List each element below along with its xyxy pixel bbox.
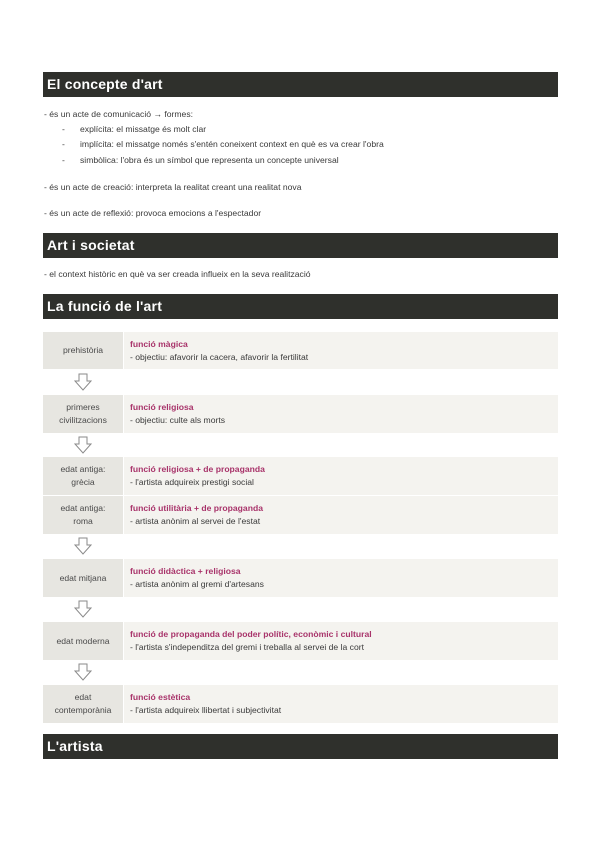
timeline-row-edat-mitjana xyxy=(43,559,558,597)
era-text: edat moderna xyxy=(56,635,110,646)
timeline-row-edat-moderna xyxy=(43,622,558,660)
function-title: funció utilitària + de propaganda xyxy=(130,503,263,513)
era-label xyxy=(43,332,123,369)
era-text: edat antiga: xyxy=(60,464,106,474)
down-arrow-icon xyxy=(74,663,92,681)
era-description xyxy=(124,622,558,660)
concept-line-comunicacio: - és un acte de comunicació → formes: xyxy=(44,109,194,119)
era-text: edat mitjana xyxy=(59,572,107,583)
function-detail: - artista anònim al servei de l'estat xyxy=(130,516,261,526)
era-label xyxy=(43,457,123,495)
era-label xyxy=(43,496,123,534)
function-detail: - l'artista adquireix prestigi social xyxy=(130,477,254,487)
function-title: funció religiosa xyxy=(130,402,194,412)
era-label xyxy=(43,559,123,597)
era-description xyxy=(124,395,558,433)
function-title: funció estètica xyxy=(130,692,191,702)
era-description xyxy=(124,332,558,369)
bullet-dash: - xyxy=(62,139,65,149)
era-description xyxy=(124,559,558,597)
bullet-simbolica xyxy=(62,155,339,166)
function-detail: - objectiu: culte als morts xyxy=(130,415,226,425)
timeline-row-primeres-civilitzacions xyxy=(43,395,558,433)
function-detail: - l'artista adquireix llibertat i subjectivitat xyxy=(130,705,282,715)
down-arrow-icon xyxy=(74,373,92,391)
bullet-text: simbòlica: l'obra és un símbol que representa un concepte universal xyxy=(80,155,339,165)
timeline-row-roma xyxy=(43,496,558,534)
era-text: civilitzacions xyxy=(59,415,107,425)
era-text: grècia xyxy=(71,477,95,487)
era-description xyxy=(124,685,558,723)
function-detail: - l'artista s'independitza del gremi i treballa al servei de la cort xyxy=(130,642,364,652)
timeline-row-edat-contemporania xyxy=(43,685,558,723)
era-label xyxy=(43,685,123,723)
section-header-societat: Art i societat xyxy=(43,233,558,258)
down-arrow-icon xyxy=(74,600,92,618)
bullet-text: implícita: el missatge només s'entén coneixent context en què es va crear l'obra xyxy=(80,139,384,149)
down-arrow-icon xyxy=(74,436,92,454)
function-title: funció religiosa + de propaganda xyxy=(130,464,265,474)
societat-line-context: - el context històric en què va ser creada influeix en la seva realització xyxy=(44,269,311,279)
concept-line-reflexio: - és un acte de reflexió: provoca emocions a l'espectador xyxy=(44,208,262,218)
section-header-funcio: La funció de l'art xyxy=(43,294,558,319)
era-text: roma xyxy=(73,516,93,526)
function-title: funció màgica xyxy=(130,339,188,349)
era-text: prehistòria xyxy=(62,345,104,355)
era-text: edat xyxy=(74,692,92,702)
down-arrow-icon xyxy=(74,537,92,555)
bullet-explicita xyxy=(62,124,206,135)
function-detail: - objectiu: afavorir la cacera, afavorir la fertilitat xyxy=(130,352,309,362)
era-label xyxy=(43,622,123,660)
function-detail: - artista anònim al gremi d'artesans xyxy=(130,579,264,589)
era-text: edat antiga: xyxy=(60,503,106,513)
section-header-artista: L'artista xyxy=(43,734,558,759)
era-description xyxy=(124,457,558,495)
bullet-dash: - xyxy=(62,155,65,165)
bullet-dash: - xyxy=(62,124,65,134)
function-title: funció de propaganda del poder polític, econòmic i cultural xyxy=(130,629,372,639)
era-text: primeres xyxy=(66,402,100,412)
era-description xyxy=(124,496,558,534)
concept-line-creacio: - és un acte de creació: interpreta la realitat creant una realitat nova xyxy=(44,182,302,192)
timeline-row-prehistoria xyxy=(43,332,558,369)
bullet-text: explícita: el missatge és molt clar xyxy=(80,124,207,134)
function-title: funció didàctica + religiosa xyxy=(130,566,241,576)
timeline-row-grecia xyxy=(43,457,558,495)
era-label xyxy=(43,395,123,433)
era-text: contemporània xyxy=(54,705,112,715)
bullet-implicita xyxy=(62,139,384,150)
section-header-concepte: El concepte d'art xyxy=(43,72,558,97)
